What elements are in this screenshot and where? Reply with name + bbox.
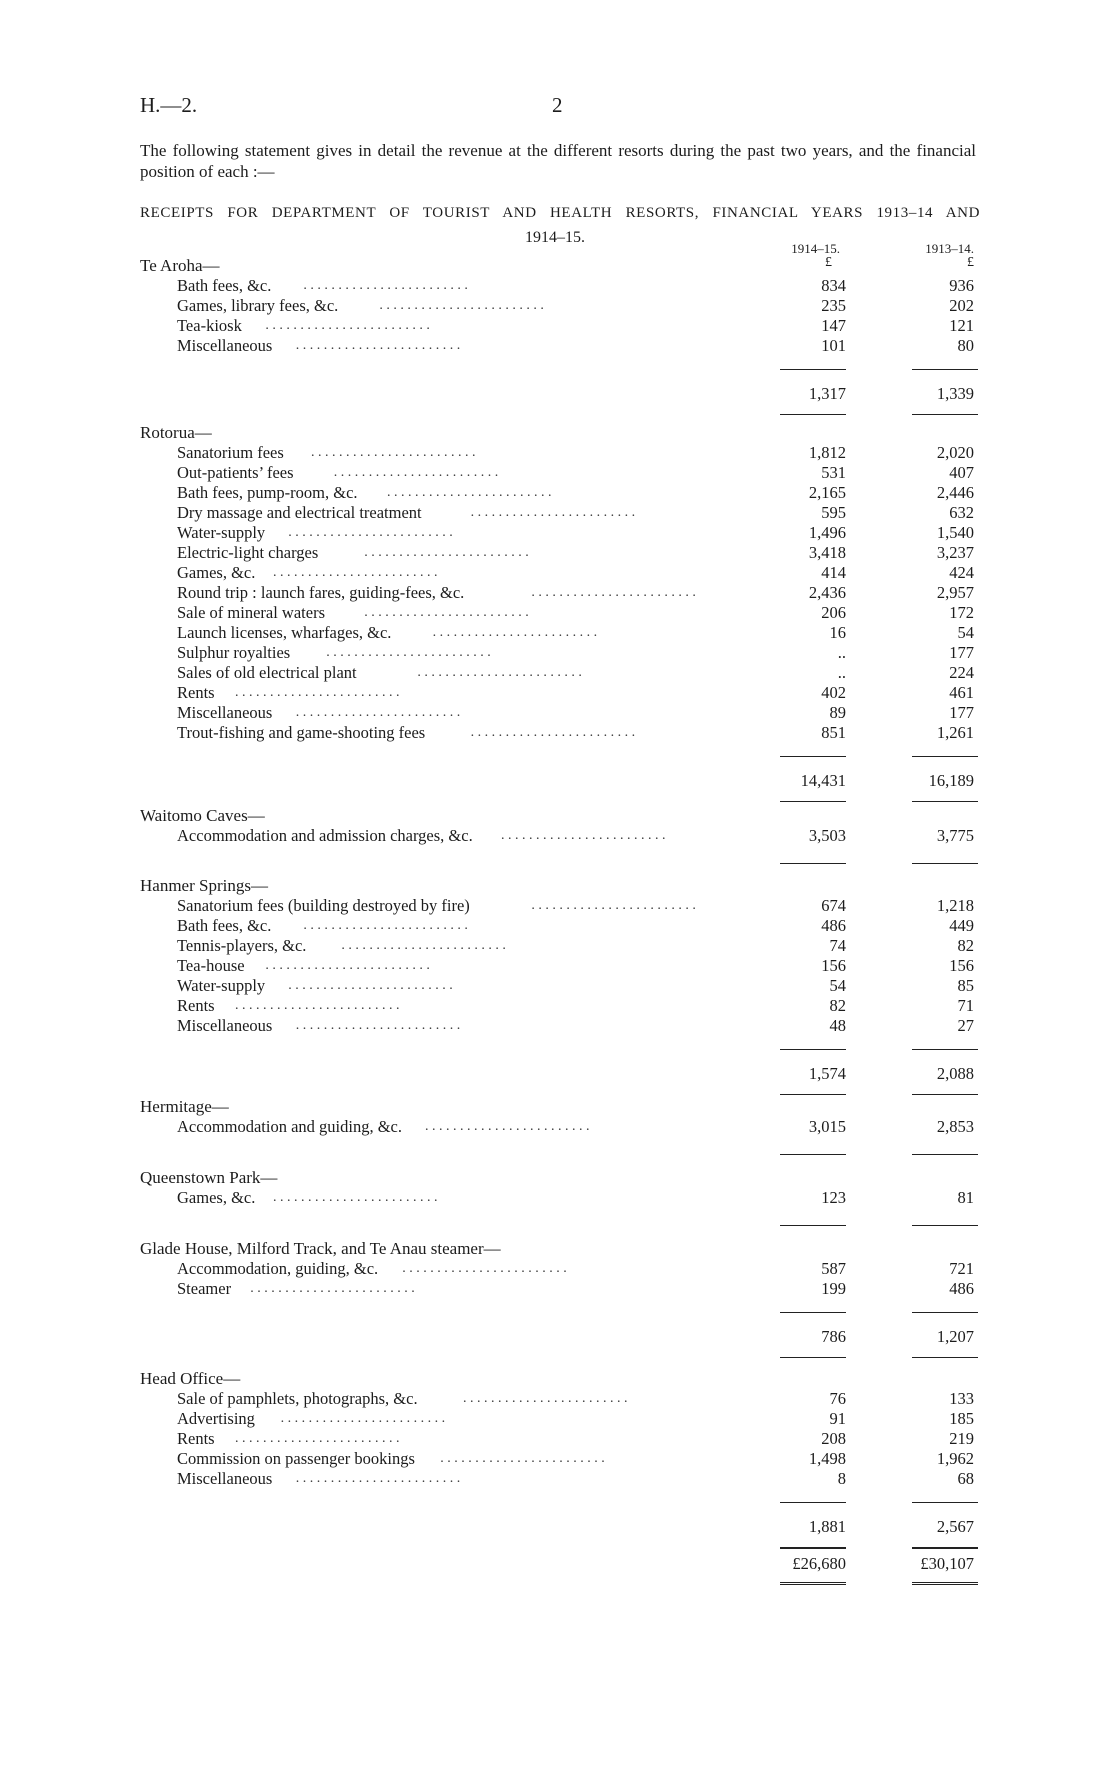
column-header-1913-14: 1913–14.	[925, 241, 974, 256]
value-1913-14: 172	[949, 603, 974, 622]
value-1914-15: 851	[821, 723, 846, 742]
section-end-rule	[912, 1154, 978, 1155]
dot-leader: . . . . . . . . . . . . . . . . . . . . . . . .	[235, 1431, 400, 1446]
section-end-rule	[780, 1225, 846, 1226]
dot-leader: . . . . . . . . . . . . . . . . . . . . . . . .	[364, 605, 529, 620]
column-unit-1: £	[825, 255, 832, 270]
value-1913-14: 219	[949, 1429, 974, 1448]
value-1914-15: 402	[821, 683, 846, 702]
row-label: Bath fees, pump-room, &c.	[177, 483, 358, 502]
dot-leader: . . . . . . . . . . . . . . . . . . . . . . . .	[364, 545, 529, 560]
value-1913-14: 461	[949, 683, 974, 702]
value-1913-14: 721	[949, 1259, 974, 1278]
row-label: Accommodation, guiding, &c.	[177, 1259, 379, 1278]
section-end-rule	[912, 863, 978, 864]
row-label: Bath fees, &c.	[177, 276, 272, 295]
value-1914-15: 3,503	[808, 826, 846, 845]
subtotal-1914-15: 14,431	[800, 771, 846, 790]
row-label: Miscellaneous	[177, 703, 273, 722]
value-1914-15: 1,496	[808, 523, 846, 542]
subtotal-1913-14: 2,567	[936, 1517, 974, 1536]
row-label: Launch licenses, wharfages, &c.	[177, 623, 392, 642]
value-1914-15: 101	[821, 336, 846, 355]
subtotal-rule	[780, 1312, 846, 1313]
dot-leader: . . . . . . . . . . . . . . . . . . . . . . . .	[326, 645, 491, 660]
row-label: Rents	[177, 1429, 215, 1448]
dot-leader: . . . . . . . . . . . . . . . . . . . . . . . .	[425, 1119, 590, 1134]
dot-leader: . . . . . . . . . . . . . . . . . . . . . . . .	[501, 828, 666, 843]
dot-leader: . . . . . . . . . . . . . . . . . . . . . . . .	[440, 1451, 605, 1466]
section-end-rule	[780, 801, 846, 802]
value-1914-15: 123	[821, 1188, 846, 1207]
value-1914-15: 486	[821, 916, 846, 935]
dot-leader: . . . . . . . . . . . . . . . . . . . . . . . .	[295, 705, 461, 720]
dot-leader: . . . . . . . . . . . . . . . . . . . . . . . .	[295, 1018, 461, 1033]
value-1913-14: 936	[949, 276, 974, 295]
subtotal-rule	[912, 1049, 978, 1050]
dot-leader: . . . . . . . . . . . . . . . . . . . . . . . .	[265, 958, 430, 973]
dot-leader: . . . . . . . . . . . . . . . . . . . . . . . .	[273, 565, 438, 580]
subtotal-1913-14: 1,207	[936, 1327, 974, 1346]
row-label: Commission on passenger bookings	[177, 1449, 415, 1468]
dot-leader: . . . . . . . . . . . . . . . . . . . . . . . .	[265, 318, 430, 333]
value-1914-15: 208	[821, 1429, 846, 1448]
subtotal-1913-14: 2,088	[936, 1064, 974, 1083]
value-1913-14: 3,237	[936, 543, 974, 562]
value-1914-15: 156	[821, 956, 846, 975]
dot-leader: . . . . . . . . . . . . . . . . . . . . . . . .	[303, 918, 468, 933]
value-1914-15: 674	[821, 896, 846, 915]
row-label: Accommodation and guiding, &c.	[177, 1117, 402, 1136]
dot-leader: . . . . . . . . . . . . . . . . . . . . . . . .	[311, 445, 476, 460]
section-end-rule	[912, 801, 978, 802]
grand-total-1914-15: £26,680	[792, 1554, 846, 1573]
section-heading: Hermitage—	[140, 1097, 229, 1116]
subtotal-1914-15: 786	[821, 1327, 846, 1346]
row-label: Games, &c.	[177, 1188, 256, 1207]
subtotal-1914-15: 1,881	[808, 1517, 846, 1536]
row-label: Rents	[177, 996, 215, 1015]
value-1913-14: 156	[949, 956, 974, 975]
value-1913-14: 1,218	[936, 896, 974, 915]
row-label: Sanatorium fees	[177, 443, 284, 462]
row-label: Water-supply	[177, 523, 266, 542]
value-1913-14: 177	[949, 703, 974, 722]
dot-leader: . . . . . . . . . . . . . . . . . . . . . . . .	[432, 625, 598, 640]
section-end-rule	[912, 414, 978, 415]
dot-leader: . . . . . . . . . . . . . . . . . . . . . . . .	[250, 1281, 415, 1296]
subtotal-1914-15: 1,574	[808, 1064, 846, 1083]
value-1913-14: 82	[957, 936, 974, 955]
subtotal-rule	[780, 1049, 846, 1050]
value-1913-14: 185	[949, 1409, 974, 1428]
value-1913-14: 2,446	[936, 483, 974, 502]
value-1914-15: 1,498	[808, 1449, 846, 1468]
value-1913-14: 632	[949, 503, 974, 522]
value-1914-15: 595	[821, 503, 846, 522]
value-1913-14: 224	[949, 663, 974, 682]
value-1914-15: 834	[821, 276, 846, 295]
section-heading: Waitomo Caves—	[140, 806, 265, 825]
dot-leader: . . . . . . . . . . . . . . . . . . . . . . . .	[417, 665, 582, 680]
row-label: Trout-fishing and game-shooting fees	[177, 723, 426, 742]
dot-leader: . . . . . . . . . . . . . . . . . . . . . . . .	[295, 1471, 461, 1486]
grand-total-rule	[912, 1548, 978, 1549]
grand-total-1913-14: £30,107	[920, 1554, 974, 1573]
value-1913-14: 71	[957, 996, 974, 1015]
row-label: Miscellaneous	[177, 1016, 273, 1035]
value-1914-15: 74	[829, 936, 846, 955]
section-heading: Head Office—	[140, 1369, 241, 1388]
row-label: Miscellaneous	[177, 1469, 273, 1488]
value-1913-14: 27	[957, 1016, 974, 1035]
value-1913-14: 121	[949, 316, 974, 335]
row-label: Sales of old electrical plant	[177, 663, 357, 682]
value-1914-15: ..	[837, 663, 846, 682]
value-1913-14: 68	[957, 1469, 974, 1488]
value-1914-15: 89	[829, 703, 846, 722]
value-1913-14: 177	[949, 643, 974, 662]
subtotal-rule	[912, 756, 978, 757]
table-title-line2: 1914–15.	[525, 229, 585, 246]
value-1913-14: 202	[949, 296, 974, 315]
row-label: Accommodation and admission charges, &c.	[177, 826, 473, 845]
value-1914-15: 48	[829, 1016, 846, 1035]
value-1913-14: 2,020	[936, 443, 974, 462]
value-1914-15: ..	[837, 643, 846, 662]
dot-leader: . . . . . . . . . . . . . . . . . . . . . . . .	[531, 898, 696, 913]
row-label: Tea-kiosk	[177, 316, 242, 335]
dot-leader: . . . . . . . . . . . . . . . . . . . . . . . .	[235, 685, 400, 700]
subtotal-rule	[912, 1312, 978, 1313]
value-1914-15: 2,436	[808, 583, 846, 602]
row-label: Round trip : launch fares, guiding-fees, &c.	[177, 583, 465, 602]
value-1914-15: 1,812	[808, 443, 846, 462]
row-label: Bath fees, &c.	[177, 916, 272, 935]
value-1913-14: 133	[949, 1389, 974, 1408]
row-label: Electric-light charges	[177, 543, 319, 562]
grand-total-double-rule	[912, 1582, 978, 1585]
row-label: Steamer	[177, 1279, 232, 1298]
value-1913-14: 54	[957, 623, 974, 642]
value-1914-15: 206	[821, 603, 846, 622]
value-1913-14: 2,853	[936, 1117, 974, 1136]
intro-paragraph: The following statement gives in detail the revenue at the different resorts during the past two years, and the financial position of each :—	[140, 141, 976, 181]
section-end-rule	[780, 1094, 846, 1095]
value-1913-14: 1,540	[936, 523, 974, 542]
dot-leader: . . . . . . . . . . . . . . . . . . . . . . . .	[280, 1411, 446, 1426]
row-label: Tea-house	[177, 956, 245, 975]
table-title: RECEIPTS FOR DEPARTMENT OF TOURIST AND HEALTH RESORTS, FINANCIAL YEARS 1913–14 AND	[140, 205, 980, 221]
section-heading: Glade House, Milford Track, and Te Anau steamer—	[140, 1239, 501, 1258]
row-label: Rents	[177, 683, 215, 702]
value-1913-14: 407	[949, 463, 974, 482]
dot-leader: . . . . . . . . . . . . . . . . . . . . . . . .	[288, 525, 453, 540]
value-1913-14: 3,775	[936, 826, 974, 845]
row-label: Sale of mineral waters	[177, 603, 325, 622]
row-label: Games, library fees, &c.	[177, 296, 339, 315]
value-1914-15: 82	[829, 996, 846, 1015]
subtotal-rule	[780, 756, 846, 757]
subtotal-rule	[912, 1502, 978, 1503]
column-unit-2: £	[967, 255, 974, 270]
dot-leader: . . . . . . . . . . . . . . . . . . . . . . . .	[402, 1261, 567, 1276]
value-1913-14: 81	[957, 1188, 974, 1207]
value-1914-15: 235	[821, 296, 846, 315]
dot-leader: . . . . . . . . . . . . . . . . . . . . . . . .	[295, 338, 461, 353]
dot-leader: . . . . . . . . . . . . . . . . . . . . . . . .	[531, 585, 696, 600]
value-1914-15: 587	[821, 1259, 846, 1278]
value-1913-14: 80	[957, 336, 974, 355]
page-number: 2	[552, 93, 563, 117]
row-label: Sale of pamphlets, photographs, &c.	[177, 1389, 418, 1408]
column-header-1914-15: 1914–15.	[791, 241, 840, 256]
section-heading: Hanmer Springs—	[140, 876, 268, 895]
row-label: Games, &c.	[177, 563, 256, 582]
row-label: Water-supply	[177, 976, 266, 995]
subtotal-rule	[912, 369, 978, 370]
dot-leader: . . . . . . . . . . . . . . . . . . . . . . . .	[235, 998, 400, 1013]
dot-leader: . . . . . . . . . . . . . . . . . . . . . . . .	[379, 298, 544, 313]
subtotal-1913-14: 1,339	[936, 384, 974, 403]
value-1913-14: 2,957	[936, 583, 974, 602]
section-end-rule	[912, 1357, 978, 1358]
section-end-rule	[780, 1154, 846, 1155]
value-1914-15: 54	[829, 976, 846, 995]
row-label: Out-patients’ fees	[177, 463, 294, 482]
dot-leader: . . . . . . . . . . . . . . . . . . . . . . . .	[288, 978, 453, 993]
grand-total-rule	[780, 1548, 846, 1549]
dot-leader: . . . . . . . . . . . . . . . . . . . . . . . .	[341, 938, 506, 953]
subtotal-rule	[780, 1502, 846, 1503]
dot-leader: . . . . . . . . . . . . . . . . . . . . . . . .	[470, 725, 636, 740]
section-end-rule	[912, 1225, 978, 1226]
dot-leader: . . . . . . . . . . . . . . . . . . . . . . . .	[463, 1391, 628, 1406]
row-label: Tennis-players, &c.	[177, 936, 307, 955]
section-end-rule	[780, 414, 846, 415]
row-label: Miscellaneous	[177, 336, 273, 355]
section-end-rule	[912, 1094, 978, 1095]
section-end-rule	[780, 1357, 846, 1358]
subtotal-1914-15: 1,317	[808, 384, 846, 403]
subtotal-rule	[780, 369, 846, 370]
grand-total-double-rule	[780, 1582, 846, 1585]
value-1914-15: 199	[821, 1279, 846, 1298]
section-heading: Te Aroha—	[140, 256, 220, 275]
row-label: Advertising	[177, 1409, 255, 1428]
dot-leader: . . . . . . . . . . . . . . . . . . . . . . . .	[303, 278, 468, 293]
value-1914-15: 8	[837, 1469, 846, 1488]
value-1914-15: 531	[821, 463, 846, 482]
value-1913-14: 486	[949, 1279, 974, 1298]
value-1914-15: 76	[829, 1389, 846, 1408]
subtotal-1913-14: 16,189	[928, 771, 974, 790]
dot-leader: . . . . . . . . . . . . . . . . . . . . . . . .	[470, 505, 636, 520]
page-reference: H.—2.	[140, 93, 198, 117]
dot-leader: . . . . . . . . . . . . . . . . . . . . . . . .	[387, 485, 552, 500]
value-1914-15: 91	[829, 1409, 846, 1428]
value-1914-15: 16	[829, 623, 846, 642]
value-1914-15: 414	[821, 563, 846, 582]
row-label: Sanatorium fees (building destroyed by fire)	[177, 896, 470, 915]
value-1914-15: 3,015	[808, 1117, 846, 1136]
section-heading: Queenstown Park—	[140, 1168, 278, 1187]
row-label: Dry massage and electrical treatment	[177, 503, 422, 522]
value-1913-14: 449	[949, 916, 974, 935]
section-end-rule	[780, 863, 846, 864]
value-1913-14: 1,261	[936, 723, 974, 742]
value-1914-15: 3,418	[808, 543, 846, 562]
value-1914-15: 147	[821, 316, 846, 335]
value-1913-14: 424	[949, 563, 974, 582]
row-label: Sulphur royalties	[177, 643, 291, 662]
value-1913-14: 85	[957, 976, 974, 995]
value-1913-14: 1,962	[936, 1449, 974, 1468]
value-1914-15: 2,165	[808, 483, 846, 502]
dot-leader: . . . . . . . . . . . . . . . . . . . . . . . .	[273, 1190, 438, 1205]
dot-leader: . . . . . . . . . . . . . . . . . . . . . . . .	[333, 465, 499, 480]
section-heading: Rotorua—	[140, 423, 212, 442]
